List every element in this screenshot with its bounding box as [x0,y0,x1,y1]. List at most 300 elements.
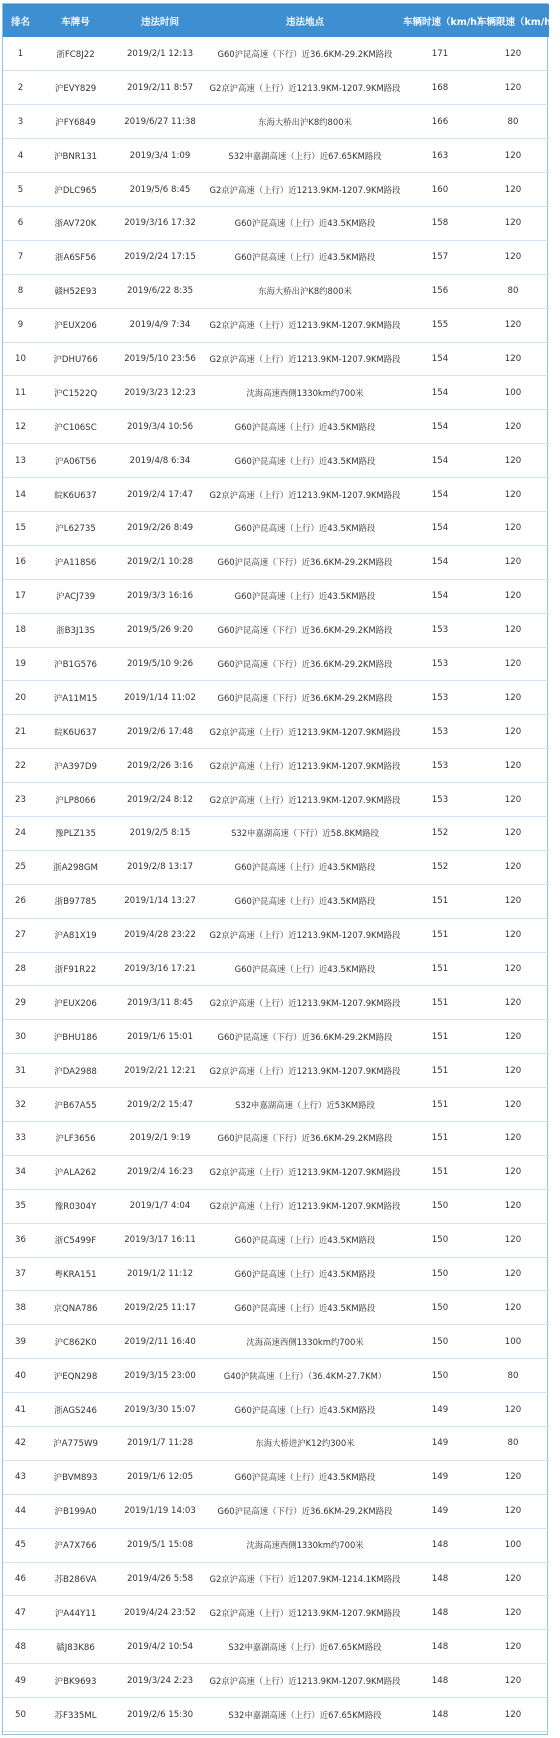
cell-plate: 沪ALA262 [54,1168,97,1179]
cell-plate: 浙A298GM [53,863,98,874]
cell-rank: 26 [15,896,26,907]
table-row [3,1664,549,1698]
table-row [3,1698,549,1732]
cell-limit: 120 [504,997,522,1008]
cell-plate: 沪EUX206 [54,321,97,332]
cell-location: G60沪昆高速（上行）近43.5KM路段 [234,218,376,229]
cell-limit: 120 [504,828,522,839]
cell-plate: 粤KRA151 [54,1270,97,1280]
cell-speed: 152 [431,828,449,839]
cell-location: 沈海高速西侧1330km约700米 [246,1540,364,1551]
cell-location: G2京沪高速（上行）近1213.9KM-1207.9KM路段 [209,1201,401,1212]
cell-limit: 120 [504,1675,522,1686]
cell-time: 2019/3/4 10:56 [126,421,194,432]
cell-location: G2京沪高速（上行）近1213.9KM-1207.9KM路段 [209,760,401,771]
cell-limit: 120 [504,1574,522,1585]
cell-plate: 浙A6SF56 [54,253,97,264]
cell-time: 2019/3/30 15:07 [124,1404,196,1415]
cell-rank: 27 [15,930,26,941]
cell-speed: 154 [431,523,449,534]
cell-limit: 120 [504,1472,522,1483]
cell-limit: 120 [504,862,522,873]
cell-location: 沈海高速西侧1330km约700米 [246,387,364,398]
cell-rank: 47 [15,1607,26,1618]
cell-plate: 浙F91R22 [54,964,97,975]
cell-time: 2019/2/26 3:16 [126,760,194,771]
table-row [3,884,549,918]
cell-rank: 7 [17,252,24,263]
cell-plate: 沪DA2988 [54,1066,97,1077]
cell-plate: 浙FC8J22 [56,49,95,60]
cell-rank: 13 [15,455,26,466]
cell-plate: 沪A44Y11 [54,1608,97,1619]
cell-location: G60沪昆高速（下行）近36.6KM-29.2KM路段 [217,625,393,636]
cell-time: 2019/3/16 17:32 [124,218,196,229]
cell-limit: 80 [507,286,519,297]
cell-speed: 149 [431,1472,449,1483]
table-row [3,1122,549,1156]
cell-time: 2019/4/8 6:34 [129,455,191,466]
cell-limit: 120 [504,1133,522,1144]
cell-time: 2019/1/14 11:02 [124,692,196,703]
cell-time: 2019/6/27 11:38 [124,116,196,127]
header-location: 违法地点 [285,16,324,28]
cell-location: G2京沪高速（上行）近1213.9KM-1207.9KM路段 [209,997,401,1008]
cell-time: 2019/4/28 23:22 [124,930,196,941]
table-row [3,545,549,579]
header-row [3,4,549,37]
cell-location: G60沪昆高速（上行）近43.5KM路段 [234,1302,376,1313]
cell-plate: 沪A118S6 [54,558,97,569]
cell-plate: 浙C5499F [54,1236,97,1247]
cell-location: G60沪昆高速（上行）近43.5KM路段 [234,1404,376,1415]
cell-limit: 120 [504,1269,522,1279]
cell-rank: 38 [15,1302,26,1313]
cell-limit: 80 [507,1370,519,1381]
cell-plate: 沪EVY829 [54,83,97,94]
cell-time: 2019/5/10 9:26 [126,658,194,669]
cell-rank: 20 [15,692,26,703]
cell-plate: 苏B286VA [54,1575,97,1586]
cell-speed: 148 [431,1540,449,1551]
cell-location: S32申嘉湖高速（上行）近67.65KM路段 [228,1641,382,1652]
cell-limit: 100 [504,1540,522,1551]
table-row [3,783,549,817]
cell-rank: 12 [15,421,26,432]
cell-limit: 120 [504,1201,522,1212]
cell-rank: 3 [17,116,24,127]
cell-rank: 40 [15,1370,26,1381]
cell-rank: 11 [15,387,26,398]
cell-limit: 120 [504,591,522,602]
table-row [3,71,549,105]
table-row [3,1155,549,1189]
cell-time: 2019/2/21 12:21 [124,1065,196,1076]
table-row [3,1528,549,1562]
cell-plate: 沪BK9693 [54,1676,97,1687]
table-row [3,511,549,545]
cell-speed: 151 [431,963,449,974]
cell-rank: 21 [15,726,26,737]
cell-location: G2京沪高速（上行）近1213.9KM-1207.9KM路段 [209,1065,401,1076]
cell-time: 2019/4/2 10:54 [126,1641,194,1652]
cell-plate: 沪EUX206 [54,998,97,1009]
cell-location: 东海大桥出沪K8约800米 [258,116,352,127]
cell-location: G60沪昆高速（下行）近36.6KM-29.2KM路段 [217,1133,393,1144]
cell-limit: 100 [504,1336,522,1347]
cell-limit: 120 [504,48,522,59]
cell-location: 东海大桥出沪K8约800米 [258,286,352,297]
table-row [3,1596,549,1630]
cell-rank: 42 [15,1438,26,1449]
cell-plate: 京QNA786 [53,1303,98,1314]
cell-speed: 150 [431,1235,449,1246]
cell-plate: 豫R0304Y [54,1202,97,1213]
cell-limit: 120 [504,1235,522,1246]
cell-rank: 2 [17,82,24,93]
table-row [3,206,549,240]
cell-time: 2019/3/23 12:23 [124,387,196,398]
cell-plate: 浙AGS246 [54,1405,97,1416]
cell-plate: 沪EQN298 [53,1371,98,1382]
cell-plate: 沪BNR131 [53,151,98,162]
cell-limit: 120 [504,184,522,195]
cell-speed: 151 [431,1133,449,1144]
header-speed: 车辆时速（km/h） [403,16,487,28]
cell-time: 2019/1/19 14:03 [124,1506,196,1517]
cell-speed: 148 [431,1675,449,1686]
cell-location: S32申嘉湖高速（上行）近67.65KM路段 [228,1709,382,1720]
cell-plate: 豫PLZ135 [55,829,96,840]
table-row [3,1223,549,1257]
cell-rank: 6 [17,218,24,229]
cell-time: 2019/2/5 8:15 [129,828,191,839]
cell-plate: 沪A11M15 [53,693,98,704]
cell-rank: 46 [15,1574,26,1585]
table-row [3,1359,549,1393]
cell-time: 2019/1/14 13:27 [124,896,196,907]
cell-rank: 43 [15,1472,26,1483]
cell-time: 2019/3/4 1:09 [129,150,191,161]
cell-rank: 50 [15,1709,26,1720]
cell-time: 2019/2/4 17:47 [126,489,194,500]
cell-rank: 28 [15,963,26,974]
cell-location: G40沪陕高速（上行）（36.4KM-27.7KM） [223,1370,387,1381]
cell-location: G60沪昆高速（下行）近36.6KM-29.2KM路段 [217,557,393,568]
cell-rank: 49 [15,1675,26,1686]
table-row [3,1020,549,1054]
cell-speed: 153 [431,760,449,771]
cell-speed: 168 [431,82,449,93]
cell-plate: 皖K6U637 [54,727,97,738]
cell-location: G2京沪高速（上行）近1213.9KM-1207.9KM路段 [209,1167,401,1178]
cell-limit: 120 [504,692,522,703]
cell-limit: 100 [504,387,522,398]
cell-limit: 120 [504,726,522,737]
table-row [3,1257,549,1291]
cell-speed: 150 [431,1336,449,1347]
cell-location: G2京沪高速（上行）近1213.9KM-1207.9KM路段 [209,930,401,941]
cell-speed: 160 [431,184,449,195]
cell-limit: 80 [507,116,519,127]
cell-speed: 163 [431,150,449,161]
cell-rank: 18 [15,625,26,636]
cell-rank: 16 [15,557,26,568]
table-row [3,816,549,850]
cell-speed: 148 [431,1641,449,1652]
table-body [3,37,549,1732]
cell-time: 2019/2/26 8:49 [126,523,194,534]
cell-time: 2019/2/11 16:40 [124,1336,196,1347]
cell-limit: 120 [504,82,522,93]
cell-plate: 苏F335ML [54,1710,97,1721]
cell-rank: 9 [17,320,24,331]
header-limit: 车辆限速（km/h） [477,16,560,28]
cell-speed: 153 [431,726,449,737]
cell-speed: 151 [431,896,449,907]
cell-location: G60沪昆高速（下行）近36.6KM-29.2KM路段 [217,48,393,59]
table-row [3,986,549,1020]
cell-rank: 35 [15,1201,26,1212]
cell-time: 2019/2/1 10:28 [126,557,194,568]
cell-limit: 120 [504,658,522,669]
cell-time: 2019/4/26 5:58 [126,1574,194,1585]
cell-limit: 120 [504,421,522,432]
cell-speed: 150 [431,1201,449,1212]
cell-limit: 120 [504,150,522,161]
cell-time: 2019/2/11 8:57 [126,82,194,93]
cell-rank: 45 [15,1540,26,1551]
table-row [3,173,549,207]
cell-limit: 120 [504,760,522,771]
cell-location: G60沪昆高速（上行）近43.5KM路段 [234,963,376,974]
cell-location: G60沪昆高速（上行）近43.5KM路段 [234,591,376,602]
cell-speed: 158 [431,218,449,229]
cell-plate: 浙AV720K [54,219,97,230]
cell-time: 2019/2/24 8:12 [126,794,194,805]
cell-speed: 151 [431,1099,449,1110]
cell-limit: 120 [504,1607,522,1618]
cell-speed: 156 [431,286,449,297]
cell-limit: 120 [504,930,522,941]
cell-speed: 154 [431,591,449,602]
cell-limit: 120 [504,1709,522,1720]
table-row [3,1291,549,1325]
cell-time: 2019/1/2 11:12 [126,1269,194,1279]
cell-limit: 120 [504,523,522,534]
cell-location: G60沪昆高速（上行）近43.5KM路段 [234,862,376,873]
cell-plate: 沪B67A55 [54,1100,97,1111]
table-row [3,1460,549,1494]
cell-limit: 120 [504,557,522,568]
cell-location: G60沪昆高速（上行）近43.5KM路段 [234,523,376,534]
cell-speed: 153 [431,658,449,669]
cell-location: G2京沪高速（上行）近1213.9KM-1207.9KM路段 [209,353,401,364]
cell-limit: 120 [504,353,522,364]
cell-limit: 120 [504,1302,522,1313]
cell-limit: 120 [504,1641,522,1652]
speeding-violations-table [3,4,560,1732]
cell-time: 2019/5/6 8:45 [129,184,191,195]
cell-time: 2019/2/24 17:15 [124,252,196,263]
cell-limit: 80 [507,1438,519,1449]
cell-rank: 23 [15,794,26,805]
cell-time: 2019/3/17 16:11 [124,1235,196,1246]
cell-location: G60沪昆高速（上行）近43.5KM路段 [234,1269,376,1279]
cell-limit: 120 [504,1065,522,1076]
cell-plate: 沪FY6849 [55,117,96,128]
cell-time: 2019/1/6 12:05 [126,1472,194,1483]
table-row [3,1494,549,1528]
table-row [3,850,549,884]
cell-rank: 31 [15,1065,26,1076]
cell-plate: 沪B199A0 [54,1507,97,1518]
cell-speed: 152 [431,862,449,873]
cell-plate: 沪C862K0 [54,1337,97,1348]
cell-time: 2019/4/9 7:34 [129,320,191,331]
cell-plate: 沪BHU186 [53,1032,98,1043]
cell-rank: 4 [17,150,24,161]
cell-speed: 154 [431,489,449,500]
cell-rank: 22 [15,760,26,771]
cell-location: S32申嘉湖高速（上行）近67.65KM路段 [228,150,382,161]
cell-location: G60沪昆高速（上行）近43.5KM路段 [234,421,376,432]
table-row [3,37,549,71]
cell-speed: 149 [431,1404,449,1415]
cell-time: 2019/1/7 4:04 [129,1201,191,1212]
cell-rank: 24 [15,828,26,839]
table-row [3,715,549,749]
cell-rank: 25 [15,862,26,873]
table-row [3,952,549,986]
cell-time: 2019/3/16 17:21 [124,963,196,974]
header-plate: 车牌号 [61,16,90,28]
cell-plate: 皖K6U637 [54,490,97,501]
cell-location: G2京沪高速（上行）近1213.9KM-1207.9KM路段 [209,82,401,93]
table-row [3,410,549,444]
cell-limit: 120 [504,320,522,331]
cell-speed: 154 [431,557,449,568]
cell-plate: 沪LP8066 [55,795,96,806]
cell-rank: 29 [15,997,26,1008]
cell-plate: 沪C106SC [54,422,97,433]
cell-speed: 151 [431,1167,449,1178]
cell-time: 2019/2/1 9:19 [129,1133,191,1144]
cell-limit: 120 [504,252,522,263]
cell-plate: 沪C1522Q [53,388,98,399]
cell-plate: 沪A775W9 [53,1439,98,1450]
cell-location: G2京沪高速（上行）近1213.9KM-1207.9KM路段 [209,320,401,331]
cell-location: G2京沪高速（上行）近1213.9KM-1207.9KM路段 [209,184,401,195]
cell-limit: 120 [504,1404,522,1415]
cell-location: G2京沪高速（上行）近1213.9KM-1207.9KM路段 [209,1607,401,1618]
cell-location: S32申嘉湖高速（下行）近58.8KM路段 [231,828,379,839]
table-row [3,579,549,613]
cell-plate: 浙B97785 [54,897,97,908]
table-row [3,376,549,410]
cell-speed: 148 [431,1709,449,1720]
cell-rank: 19 [15,658,26,669]
cell-rank: 34 [15,1167,26,1178]
cell-plate: 浙B3J13S [56,626,95,637]
cell-plate: 沪BVM893 [53,1473,98,1484]
cell-limit: 120 [504,963,522,974]
cell-rank: 39 [15,1336,26,1347]
cell-time: 2019/3/3 16:16 [126,591,194,602]
cell-speed: 151 [431,930,449,941]
cell-location: 东海大桥进沪K12约300米 [255,1438,355,1449]
cell-rank: 15 [15,523,26,534]
cell-limit: 120 [504,1031,522,1042]
cell-time: 2019/6/22 8:35 [126,286,194,297]
cell-time: 2019/2/8 13:17 [126,862,194,873]
table-row [3,613,549,647]
cell-plate: 沪A397D9 [54,761,97,772]
table-row [3,240,549,274]
table-row [3,1088,549,1122]
cell-rank: 37 [15,1269,26,1279]
cell-speed: 171 [431,48,449,59]
cell-speed: 157 [431,252,449,263]
cell-time: 2019/2/1 12:13 [126,48,194,59]
cell-speed: 153 [431,692,449,703]
cell-plate: 沪DHU766 [53,354,98,365]
cell-location: G2京沪高速（上行）近1213.9KM-1207.9KM路段 [209,489,401,500]
table-row [3,1393,549,1427]
table-row [3,1427,549,1461]
cell-limit: 120 [504,1506,522,1517]
cell-time: 2019/5/10 23:56 [124,353,196,364]
cell-limit: 120 [504,455,522,466]
table-row [3,1189,549,1223]
cell-speed: 151 [431,1065,449,1076]
cell-location: G60沪昆高速（上行）近43.5KM路段 [234,455,376,466]
cell-location: G2京沪高速（上行）近1213.9KM-1207.9KM路段 [209,726,401,737]
cell-plate: 沪A81X19 [54,931,97,942]
cell-time: 2019/3/11 8:45 [126,997,194,1008]
cell-speed: 148 [431,1574,449,1585]
cell-rank: 17 [15,591,26,602]
cell-plate: 沪A06T56 [54,456,97,467]
cell-rank: 48 [15,1641,26,1652]
cell-speed: 155 [431,320,449,331]
table-header [3,4,560,37]
cell-limit: 120 [504,1167,522,1178]
cell-speed: 150 [431,1370,449,1381]
cell-speed: 153 [431,625,449,636]
table-row [3,444,549,478]
cell-time: 2019/2/4 16:23 [126,1167,194,1178]
cell-time: 2019/3/24 2:23 [126,1675,194,1686]
cell-speed: 149 [431,1506,449,1517]
cell-limit: 120 [504,794,522,805]
cell-location: S32申嘉湖高速（上行）近53KM路段 [235,1099,375,1110]
cell-plate: 沪ACJ739 [55,592,96,603]
cell-limit: 120 [504,489,522,500]
cell-speed: 148 [431,1607,449,1618]
cell-location: G60沪昆高速（上行）近43.5KM路段 [234,1235,376,1246]
cell-location: G2京沪高速（下行）近1207.9KM-1214.1KM路段 [209,1574,401,1585]
table-row [3,1325,549,1359]
cell-location: G60沪昆高速（下行）近36.6KM-29.2KM路段 [217,1031,393,1042]
cell-speed: 166 [431,116,449,127]
table-row [3,1630,549,1664]
cell-location: G60沪昆高速（下行）近36.6KM-29.2KM路段 [217,1506,393,1517]
table-row [3,681,549,715]
cell-limit: 120 [504,218,522,229]
cell-speed: 154 [431,455,449,466]
cell-rank: 30 [15,1031,26,1042]
